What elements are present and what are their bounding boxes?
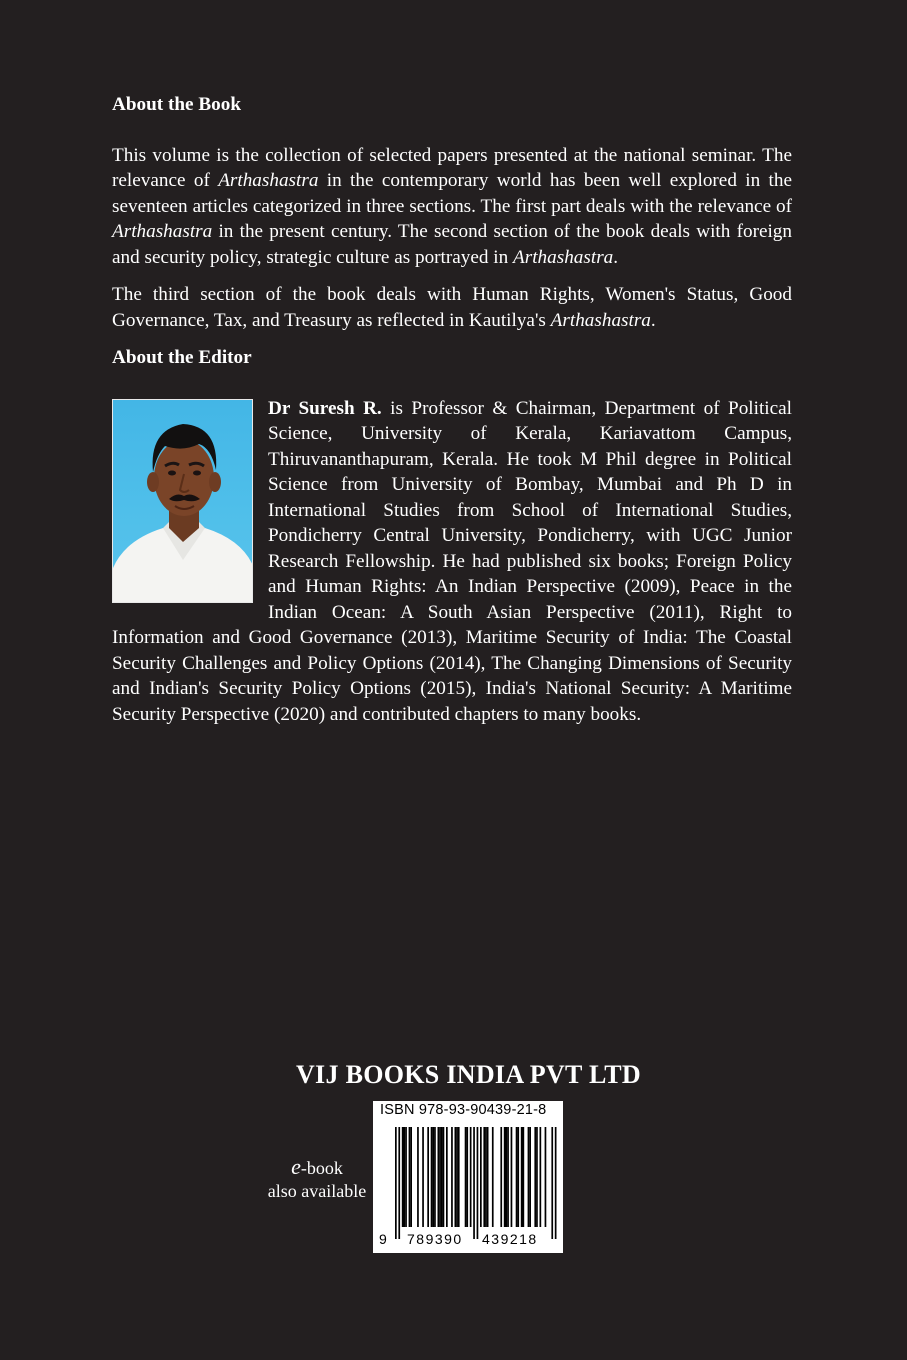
barcode-bar <box>485 1127 487 1227</box>
barcode-guard-bar <box>473 1127 475 1239</box>
barcode-guard-bar <box>477 1127 479 1239</box>
barcode-bar <box>534 1127 536 1227</box>
barcode-bar <box>517 1127 519 1227</box>
editor-photo <box>112 399 253 603</box>
barcode-digits-left: 789390 <box>407 1231 463 1247</box>
editor-bio-text: is Professor & Chairman, Department of Political Science, University of Kerala, Kariavattom Campus, Thiruvananthapuram, Kerala. He took M Phil degree in Political Science from University of Bombay, Mumbai and Ph D in International Studies from School of International Studies, Pondicherry Central University, Pondicherry, with UGC Junior Research Fellowship. He had published six books; Foreign Policy and Human Rights: An Indian Perspective (2009), Peace in the Indian Ocean: A South Asian Perspective (2011), Right to Information and Good Governance (2013), Maritime Security of India: The Coastal Security Challenges and Policy Options (2014), The Changing Dimensions of Security and Indian's Security Policy Options (2015), India's National Security: A Maritime Security Perspective (2020) and contributed chapters to many books. <box>112 397 792 725</box>
barcode-bar <box>431 1127 433 1227</box>
about-book-paragraph-2: The third section of the book deals with Human Rights, Women's Status, Good Governance, Tax, and Treasury as reflected in Kautilya's Arthashastra. <box>112 284 792 331</box>
barcode-bar <box>455 1127 457 1227</box>
barcode-bar <box>504 1127 506 1227</box>
barcode-bar <box>528 1127 530 1227</box>
barcode-bar <box>506 1127 508 1227</box>
barcode-bar <box>529 1127 531 1227</box>
barcode-bar <box>500 1127 502 1227</box>
barcode-bar <box>410 1127 412 1227</box>
isbn-label: ISBN 978-93-90439-21-8 <box>380 1102 547 1118</box>
barcode-bar <box>465 1127 467 1227</box>
about-editor-heading: About the Editor <box>112 347 252 368</box>
editor-name: Dr Suresh R. <box>268 397 382 419</box>
barcode-bar <box>466 1127 468 1227</box>
barcode-bar <box>427 1127 429 1227</box>
barcode-bar <box>470 1127 472 1227</box>
barcode-bar <box>487 1127 489 1227</box>
ebook-e-letter: e <box>291 1154 301 1179</box>
barcode-bar <box>545 1127 547 1227</box>
editor-portrait-icon <box>113 400 253 603</box>
about-book-heading: About the Book <box>112 94 242 115</box>
barcode-guard-bar <box>398 1127 400 1239</box>
barcode-bar <box>404 1127 406 1227</box>
barcode-bar <box>417 1127 419 1227</box>
barcode-bar <box>536 1127 538 1227</box>
barcode-bar <box>507 1127 509 1227</box>
ebook-line-1: e-book <box>291 1154 343 1179</box>
barcode-guard-bar <box>555 1127 557 1239</box>
barcode-bar <box>443 1127 445 1227</box>
barcode-bar <box>409 1127 411 1227</box>
barcode-bar <box>434 1127 436 1227</box>
barcode-bar <box>523 1127 525 1227</box>
barcode-bar <box>405 1127 407 1227</box>
barcode-bar <box>511 1127 513 1227</box>
barcode-digits-right: 439218 <box>482 1231 538 1247</box>
barcode-guard-bar <box>395 1127 397 1239</box>
barcode-bar <box>438 1127 440 1227</box>
barcode-bar <box>480 1127 482 1227</box>
back-cover-text <box>112 92 792 727</box>
ebook-note <box>252 1155 382 1203</box>
barcode-bar <box>451 1127 453 1227</box>
barcode-bar <box>458 1127 460 1227</box>
barcode-bar <box>456 1127 458 1227</box>
barcode-bar <box>439 1127 441 1227</box>
publisher-name: VIJ BOOKS INDIA PVT LTD <box>295 1060 641 1089</box>
barcode-bar <box>402 1127 404 1227</box>
barcode-bar <box>540 1127 542 1227</box>
isbn-barcode <box>373 1101 563 1253</box>
barcode-guard-bar <box>551 1127 553 1239</box>
about-book-paragraph-1: This volume is the collection of selected papers presented at the national seminar. The relevance of Arthashastra in the contemporary world has been well explored in the seventeen articles categorized in three sections. The first part deals with the relevance of Arthashastra in the present century. The second section of the book deals with foreign and security policy, strategic culture as portrayed in Arthashastra. <box>112 144 792 268</box>
barcode-bar <box>492 1127 494 1227</box>
barcode-bar <box>516 1127 518 1227</box>
ebook-line-2: also available <box>267 1181 367 1201</box>
barcode-bar <box>483 1127 485 1227</box>
editor-bio <box>112 396 792 728</box>
barcode-bar <box>446 1127 448 1227</box>
barcode-bar <box>441 1127 443 1227</box>
barcode-bar <box>422 1127 424 1227</box>
barcode-bar <box>432 1127 434 1227</box>
barcode-digit-first: 9 <box>379 1231 387 1247</box>
barcode-bar <box>521 1127 523 1227</box>
